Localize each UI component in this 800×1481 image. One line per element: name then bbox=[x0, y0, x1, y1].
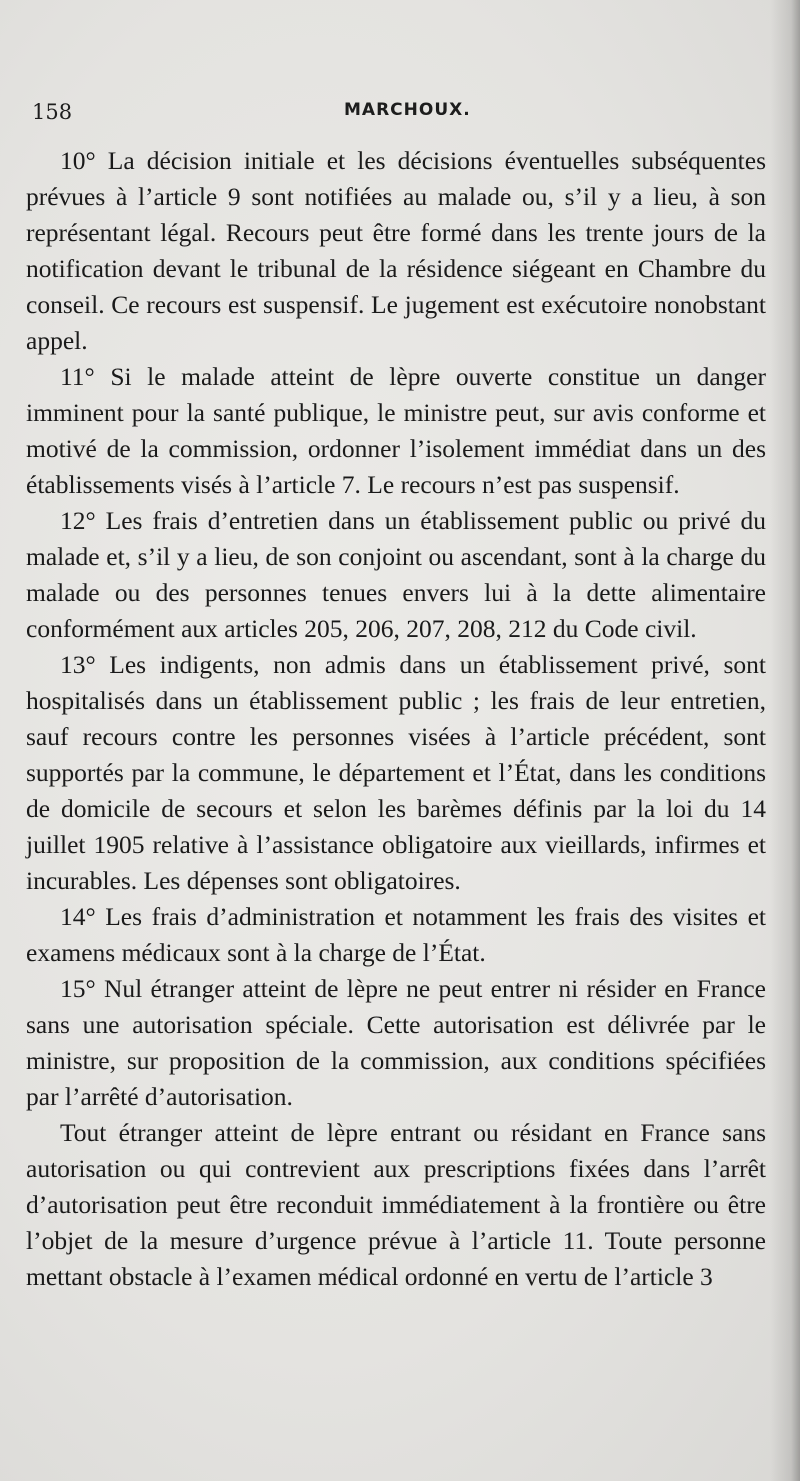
paragraph-article-11: 11° Si le malade atteint de lèpre ouverte constitue un danger imminent pour la santé publique, le ministre peut, sur avis conforme et motivé de la commission, ordonner l’isolement immédiat dans un des établissements visés à l’article 7. Le recours n’est pas suspensif. bbox=[26, 362, 766, 499]
paragraph-foreigner-clause: Tout étranger atteint de lèpre entrant ou résidant en France sans autorisation ou qui contrevient aux prescriptions fixées dans l’arrêt d’autorisation peut être reconduit immédiatement à la frontière ou être l’objet de la mesure d’urgence prévue à l’article 11. Toute personne mettant obstacle à l’examen médical ordonné en vertu de l’article 3 bbox=[26, 1118, 766, 1291]
page-number: 158 bbox=[32, 100, 73, 124]
paragraph-article-13: 13° Les indigents, non admis dans un établissement privé, sont hospitalisés dans un établissement public ; les frais de leur entretien, sauf recours contre les personnes visées à l’article précédent, sont supportés par la commune, le département et l’État, dans les conditions de domicile de secours et selon les barèmes définis par la loi du 14 juillet 1905 relative à l’assistance obligatoire aux vieillards, infirmes et incurables. Les dépenses sont obligatoires. bbox=[26, 650, 766, 895]
page-header bbox=[32, 96, 772, 132]
running-head: MARCHOUX. bbox=[344, 100, 471, 120]
paragraph-article-15: 15° Nul étranger atteint de lèpre ne peut entrer ni résider en France sans une autorisation spéciale. Cette autorisation est délivrée par le ministre, sur proposition de la commission, aux conditions spécifiées par l’arrêté d’autorisation. bbox=[26, 974, 766, 1111]
body-text bbox=[26, 143, 766, 1295]
paragraph-article-14: 14° Les frais d’administration et notamment les frais des visites et examens médicaux sont à la charge de l’État. bbox=[26, 902, 766, 967]
paragraph-article-10: 10° La décision initiale et les décisions éventuelles subséquentes prévues à l’article 9 sont notifiées au malade ou, s’il y a lieu, à son représentant légal. Recours peut être formé dans les trente jours de la notification devant le tribunal de la résidence siégeant en Chambre du conseil. Ce recours est suspensif. Le jugement est exécutoire nonobstant appel. bbox=[26, 146, 766, 355]
paragraph-article-12: 12° Les frais d’entretien dans un établissement public ou privé du malade et, s’il y a lieu, de son conjoint ou ascendant, sont à la charge du malade ou des personnes tenues envers lui à la dette alimentaire conformément aux articles 205, 206, 207, 208, 212 du Code civil. bbox=[26, 506, 766, 643]
spine-shadow bbox=[770, 0, 800, 1481]
